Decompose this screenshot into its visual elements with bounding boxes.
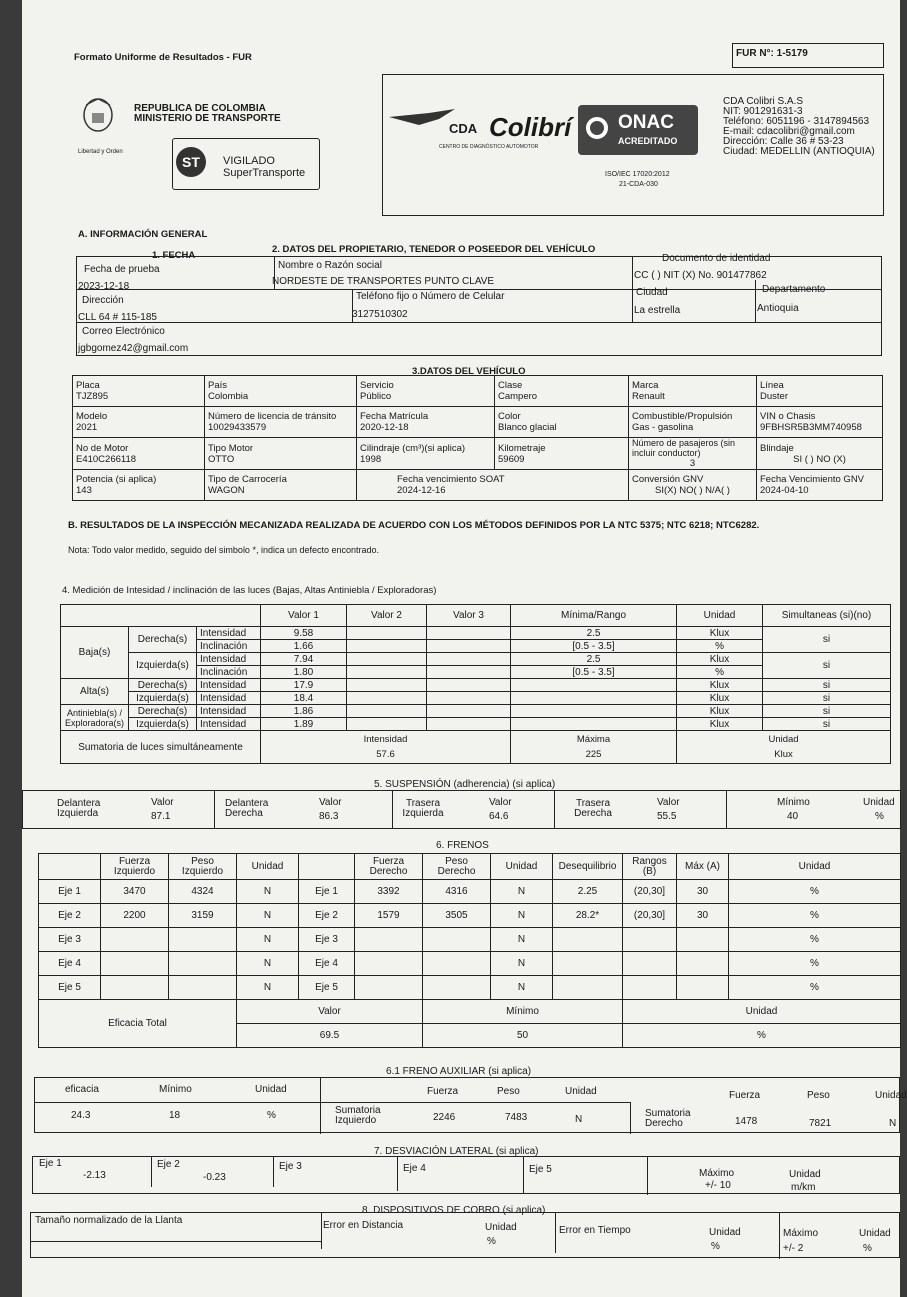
cobro-err-tiempo-label: Error en Tiempo (559, 1225, 631, 1236)
luces-header: Valor 2 (347, 605, 427, 627)
luces-header: Unidad (677, 605, 763, 627)
cda-info-line: Dirección: Calle 36 # 53-23 (723, 136, 844, 147)
luces-unit: % (677, 640, 763, 653)
form-title: Formato Uniforme de Resultados - FUR (74, 52, 252, 63)
libertad-text: Libertad y Orden (78, 149, 123, 155)
iso-text: ISO/IEC 17020:2012 (605, 171, 670, 178)
vehiculo-cell: Blindaje SI ( ) NO (X) (757, 438, 883, 470)
cobro-llanta-label: Tamaño normalizado de la Llanta (35, 1215, 183, 1226)
luces-side: Derecha(s) (129, 627, 197, 653)
cda-header-box (382, 74, 884, 216)
luces-cell (347, 627, 427, 640)
luces-group: Antiniebla(s) / Exploradora(s) (61, 705, 129, 731)
ministerio-text: MINISTERIO DE TRANSPORTE (134, 113, 281, 124)
vehiculo-cell: Combustible/Propulsión Gas - gasolina (629, 407, 757, 438)
aux-unit-der: N (889, 1118, 897, 1129)
luces-min: 2.5 (511, 653, 677, 666)
luces-value: 1.80 (261, 666, 347, 679)
aux-unidad-label: Unidad (255, 1084, 287, 1095)
luces-header: Valor 1 (261, 605, 347, 627)
eficacia-total-label: Eficacia Total (39, 1000, 237, 1048)
owner-title: 2. DATOS DEL PROPIETARIO, TENEDOR O POSEEDOR DEL VEHÍCULO (272, 244, 596, 255)
aux-peso-label: Peso (497, 1086, 520, 1097)
suspension-title: 5. SUSPENSIÓN (adherencia) (si aplica) (374, 779, 556, 790)
luces-value: 1.89 (261, 718, 347, 731)
vehiculo-cell: Servicio Público (357, 376, 495, 407)
luces-simult: si (763, 653, 891, 679)
suspension-cell: Delantera Derecha Valor 86.3 (215, 791, 393, 829)
dir-value: CLL 64 # 115-185 (78, 312, 157, 323)
onac-ring-icon (586, 117, 608, 139)
vehiculo-cell: Fecha vencimiento SOAT 2024-12-16 (357, 470, 629, 501)
luces-header: Mínima/Rango (511, 605, 677, 627)
frenos-header: Peso Derecho (423, 854, 491, 880)
frenos-header: Máx (A) (677, 854, 729, 880)
luces-cell (427, 718, 511, 731)
suspension-cell: Mínimo 40 Unidad % (727, 791, 901, 829)
luces-sum-int: Intensidad 57.6 (261, 731, 511, 764)
vehiculo-cell: Cilindraje (cm³)(si aplica) 1998 (357, 438, 495, 470)
vehiculo-cell: Fecha Vencimiento GNV 2024-04-10 (757, 470, 883, 501)
luces-simult: si (763, 705, 891, 718)
nota-text: Nota: Todo valor medido, seguido del simbolo *, indica un defecto encontrado. (68, 545, 380, 555)
st-icon: ST (176, 147, 206, 177)
divider (151, 1157, 152, 1187)
luces-simult: si (763, 692, 891, 705)
luces-unit: Klux (677, 718, 763, 731)
desv-eje-label: Eje 4 (403, 1163, 426, 1174)
eficacia-valor-label: Valor (237, 1000, 423, 1024)
fecha-prueba-value: 2023-12-18 (78, 281, 130, 292)
frenos-row: Eje 3 N Eje 3 N % (39, 928, 901, 952)
desviacion-title: 7. DESVIACIÓN LATERAL (si aplica) (374, 1146, 539, 1157)
cobro-unidad1: % (487, 1236, 496, 1247)
vehiculo-cell: Modelo 2021 (73, 407, 205, 438)
cobro-err-dist-label: Error en Distancia (323, 1220, 404, 1231)
cda-text: CDA (449, 121, 478, 136)
luces-cell (511, 692, 677, 705)
doc-value: CC ( ) NIT (X) No. 901477862 (634, 270, 767, 281)
frenos-header: Fuerza Izquierdo (101, 854, 169, 880)
desv-eje-label: Eje 3 (279, 1161, 302, 1172)
luces-sum-unit: Unidad Klux (677, 731, 891, 764)
vehiculo-cell: Clase Campero (495, 376, 629, 407)
luces-measure: Intensidad (197, 718, 261, 731)
luces-cell (347, 679, 427, 692)
fecha-prueba-label: Fecha de prueba (84, 264, 160, 275)
luces-group: Alta(s) (61, 679, 129, 705)
luces-measure: Inclinación (197, 640, 261, 653)
vehiculo-table (72, 375, 883, 501)
frenos-header-blank (299, 854, 355, 880)
desv-eje-label: Eje 5 (529, 1164, 552, 1175)
desv-eje-label: Eje 1 (39, 1158, 62, 1169)
luces-cell (427, 692, 511, 705)
divider (320, 1078, 321, 1134)
acreditado-text: ACREDITADO (618, 136, 678, 146)
frenos-header: Unidad (729, 854, 901, 880)
suspension-cell: Trasera Izquierda Valor 64.6 (393, 791, 555, 829)
tel-label: Teléfono fijo o Número de Celular (356, 291, 505, 302)
vehiculo-cell: Línea Duster (757, 376, 883, 407)
aux-peso-izq: 7483 (505, 1112, 528, 1123)
vehiculo-cell: País Colombia (205, 376, 357, 407)
frenos-row: Eje 5 N Eje 5 N % (39, 976, 901, 1000)
luces-side: Derecha(s) (129, 679, 197, 692)
luces-cell (347, 692, 427, 705)
luces-header: Simultaneas (si)(no) (763, 605, 891, 627)
hummingbird-icon (389, 107, 455, 129)
luces-header-blank (61, 605, 261, 627)
cobro-max: +/- 2 (783, 1243, 804, 1254)
luces-sum-label: Sumatoria de luces simultáneamente (61, 731, 261, 764)
divider (35, 1102, 320, 1103)
cda-info-line: Ciudad: MEDELLIN (ANTIOQUIA) (723, 146, 875, 157)
desv-eje-value: -2.13 (83, 1170, 106, 1181)
aux-minimo-label: Mínimo (159, 1084, 192, 1095)
luces-unit: Klux (677, 679, 763, 692)
eficacia-minimo-label: Mínimo (423, 1000, 623, 1024)
luces-unit: Klux (677, 653, 763, 666)
aux-eficacia: 24.3 (71, 1110, 91, 1121)
divider (632, 256, 633, 322)
luces-cell (427, 627, 511, 640)
divider (755, 280, 756, 322)
desv-max: +/- 10 (705, 1180, 731, 1191)
vehiculo-title: 3.DATOS DEL VEHÍCULO (412, 366, 526, 377)
cobro-unidad-label: Unidad (485, 1222, 517, 1233)
cobro-max-label: Máximo (783, 1228, 819, 1239)
luces-cell (347, 640, 427, 653)
depto-value: Antioquia (757, 303, 799, 314)
divider (76, 322, 882, 323)
luces-cell (511, 718, 677, 731)
luces-simult: si (763, 718, 891, 731)
luces-header: Valor 3 (427, 605, 511, 627)
divider (523, 1157, 524, 1193)
frenos-row: Eje 1 3470 4324 N Eje 1 3392 4316 N 2.25 (20,30] 30 % (39, 880, 901, 904)
cda-info-line: NIT: 901291631-3 (723, 106, 803, 117)
aux-fuerza-izq: 2246 (433, 1112, 456, 1123)
luces-value: 9.58 (261, 627, 347, 640)
aux-peso-label: Peso (807, 1090, 830, 1101)
luces-min: 2.5 (511, 627, 677, 640)
fecha-title: 1. FECHA (152, 250, 196, 261)
razon-value: NORDESTE DE TRANSPORTES PUNTO CLAVE (272, 276, 495, 287)
vehiculo-cell: Marca Renault (629, 376, 757, 407)
cda-info-line: CDA Colibri S.A.S (723, 96, 804, 107)
desviacion-box (32, 1156, 900, 1194)
luces-cell (511, 705, 677, 718)
section-a-title: A. INFORMACIÓN GENERAL (78, 229, 208, 240)
luces-value: 7.94 (261, 653, 347, 666)
aux-fuerza-label: Fuerza (729, 1090, 761, 1101)
luces-measure: Intensidad (197, 679, 261, 692)
luces-unit: Klux (677, 692, 763, 705)
frenos-header: Peso Izquierdo (169, 854, 237, 880)
luces-cell (427, 653, 511, 666)
frenos-header: Desequilibrio (553, 854, 623, 880)
aux-unidad: % (267, 1110, 276, 1121)
luces-value: 18.4 (261, 692, 347, 705)
cda-info-line: Teléfono: 6051196 - 3147894563 (723, 116, 870, 127)
aux-peso-der: 7821 (809, 1118, 832, 1129)
divider (647, 1157, 648, 1195)
divider (321, 1213, 322, 1249)
desv-eje-value: -0.23 (203, 1172, 226, 1183)
coat-of-arms-icon (78, 95, 118, 143)
luces-min: [0.5 - 3.5] (511, 666, 677, 679)
luces-side: Izquierda(s) (129, 653, 197, 679)
fur-document (22, 0, 907, 1297)
luces-value: 1.66 (261, 640, 347, 653)
desv-eje-label: Eje 2 (157, 1159, 180, 1170)
eficacia-unidad-label: Unidad (623, 1000, 901, 1024)
vigilado-text: VIGILADO (223, 155, 275, 167)
luces-table (60, 604, 891, 764)
vehiculo-cell: Kilometraje 59609 (495, 438, 629, 470)
frenos-row: Eje 4 N Eje 4 N % (39, 952, 901, 976)
centro-text: CENTRO DE DIAGNÓSTICO AUTOMOTOR (439, 144, 539, 150)
desv-max-label: Máximo (699, 1168, 735, 1179)
aux-minimo: 18 (169, 1110, 181, 1121)
section-b-title: B. RESULTADOS DE LA INSPECCIÓN MECANIZADA REALIZADA DE ACUERDO CON LOS MÉTODOS DEFINIDOS POR LA NTC 5375; NTC 6218; NTC6282. (68, 520, 760, 531)
ciudad-label: Ciudad (636, 287, 668, 298)
vehiculo-cell: Fecha Matrícula 2020-12-18 (357, 407, 495, 438)
luces-measure: Intensidad (197, 653, 261, 666)
desv-unit-label: Unidad (789, 1169, 821, 1180)
aux-unidad-label: Unidad (875, 1090, 907, 1101)
luces-unit: % (677, 666, 763, 679)
doc-label: Documento de identidad (662, 253, 771, 264)
cobro-unidad2: % (711, 1241, 720, 1252)
frenos-table (38, 853, 901, 1048)
vehiculo-cell: Placa TJZ895 (73, 376, 205, 407)
divider (779, 1213, 780, 1259)
correo-label: Correo Electrónico (82, 326, 165, 337)
divider (630, 1102, 631, 1134)
luces-cell (347, 653, 427, 666)
aux-fuerza-label: Fuerza (427, 1086, 459, 1097)
colibri-text: Colibrí (489, 112, 572, 142)
luces-cell (347, 705, 427, 718)
luces-cell (511, 679, 677, 692)
divider (555, 1213, 556, 1253)
frenos-header: Unidad (491, 854, 553, 880)
eficacia-valor: 69.5 (237, 1024, 423, 1048)
iso-code: 21-CDA-030 (619, 181, 658, 188)
luces-value: 17.9 (261, 679, 347, 692)
luces-group: Baja(s) (61, 627, 129, 679)
luces-side: Izquierda(s) (129, 718, 197, 731)
luces-unit: Klux (677, 627, 763, 640)
cda-info-line: E-mail: cdacolibri@gmail.com (723, 126, 855, 137)
luces-measure: Intensidad (197, 692, 261, 705)
supertransporte-text: SuperTransporte (223, 167, 306, 179)
cobro-unidad3: % (863, 1243, 872, 1254)
auxiliar-title: 6.1 FRENO AUXILIAR (si aplica) (386, 1066, 532, 1077)
aux-sum-der-label: Sumatoria Derecho (645, 1108, 691, 1129)
luces-cell (427, 705, 511, 718)
cobro-box (30, 1212, 900, 1258)
divider (397, 1157, 398, 1191)
luces-cell (347, 666, 427, 679)
cobro-title: 8. DISPOSITIVOS DE COBRO (si aplica) (362, 1205, 546, 1216)
luces-cell (347, 718, 427, 731)
luces-unit: Klux (677, 705, 763, 718)
luces-measure: Intensidad (197, 627, 261, 640)
luces-simult: si (763, 627, 891, 653)
aux-fuerza-der: 1478 (735, 1116, 758, 1127)
luces-side: Derecha(s) (129, 705, 197, 718)
luces-cell (427, 640, 511, 653)
vehiculo-cell: Número de pasajeros (sin incluir conductor) 3 (629, 438, 757, 470)
eficacia-minimo: 50 (423, 1024, 623, 1048)
divider (273, 1157, 274, 1187)
suspension-cell: Trasera Derecha Valor 55.5 (555, 791, 727, 829)
depto-label: Departamento (762, 284, 826, 295)
supertransporte-logo (172, 138, 320, 190)
luces-measure: Intensidad (197, 705, 261, 718)
vehiculo-cell: Número de licencia de tránsito 10029433579 (205, 407, 357, 438)
frenos-header: Fuerza Derecho (355, 854, 423, 880)
fur-number-box (732, 43, 884, 68)
luces-min: [0.5 - 3.5] (511, 640, 677, 653)
frenos-header: Rangos (B) (623, 854, 677, 880)
luces-simult: si (763, 679, 891, 692)
luces-measure: Inclinación (197, 666, 261, 679)
vehiculo-cell: Potencia (si aplica) 143 (73, 470, 205, 501)
republica-text: REPUBLICA DE COLOMBIA (134, 103, 266, 114)
suspension-cell: Delantera Izquierda Valor 87.1 (23, 791, 215, 829)
aux-eficacia-label: eficacia (65, 1084, 99, 1095)
onac-logo (578, 105, 698, 155)
tel-value: 3127510302 (352, 309, 408, 320)
aux-sum-izq-label: Sumatoria Izquierdo (335, 1105, 381, 1126)
suspension-table (22, 790, 901, 829)
vehiculo-cell: Color Blanco glacial (495, 407, 629, 438)
luces-side: Izquierda(s) (129, 692, 197, 705)
luces-sum-max: Máxima 225 (511, 731, 677, 764)
onac-text: ONAC (618, 112, 674, 133)
frenos-header: Unidad (237, 854, 299, 880)
vehiculo-cell: No de Motor E410C266118 (73, 438, 205, 470)
luces-cell (427, 679, 511, 692)
ciudad-value: La estrella (634, 305, 681, 316)
dir-label: Dirección (82, 295, 124, 306)
vehiculo-cell: Tipo de Carrocería WAGON (205, 470, 357, 501)
razon-label: Nombre o Razón social (278, 260, 382, 271)
aux-unidad-label: Unidad (565, 1086, 597, 1097)
luces-cell (427, 666, 511, 679)
eficacia-unidad: % (623, 1024, 901, 1048)
fur-number: FUR N°: 1-5179 (736, 48, 808, 59)
luces-value: 1.86 (261, 705, 347, 718)
frenos-row: Eje 2 2200 3159 N Eje 2 1579 3505 N 28.2* (20,30] 30 % (39, 904, 901, 928)
divider (320, 1102, 630, 1103)
desv-unit: m/km (791, 1182, 816, 1193)
frenos-header-blank (39, 854, 101, 880)
cobro-unidad-label: Unidad (709, 1227, 741, 1238)
correo-value: jgbgomez42@gmail.com (78, 343, 189, 354)
auxiliar-box (34, 1077, 907, 1133)
luces-title: 4. Medición de Intesidad / inclinación de las luces (Bajas, Altas Antiniebla / Exploradoras) (62, 585, 437, 596)
vehiculo-cell: Tipo Motor OTTO (205, 438, 357, 470)
aux-unit-izq: N (575, 1114, 583, 1125)
frenos-title: 6. FRENOS (436, 840, 489, 851)
divider (31, 1241, 321, 1242)
vehiculo-cell: Conversión GNV SI(X) NO( ) N/A( ) (629, 470, 757, 501)
vehiculo-cell: VIN o Chasis 9FBHSR5B3MM740958 (757, 407, 883, 438)
cobro-unidad-label: Unidad (859, 1228, 891, 1239)
